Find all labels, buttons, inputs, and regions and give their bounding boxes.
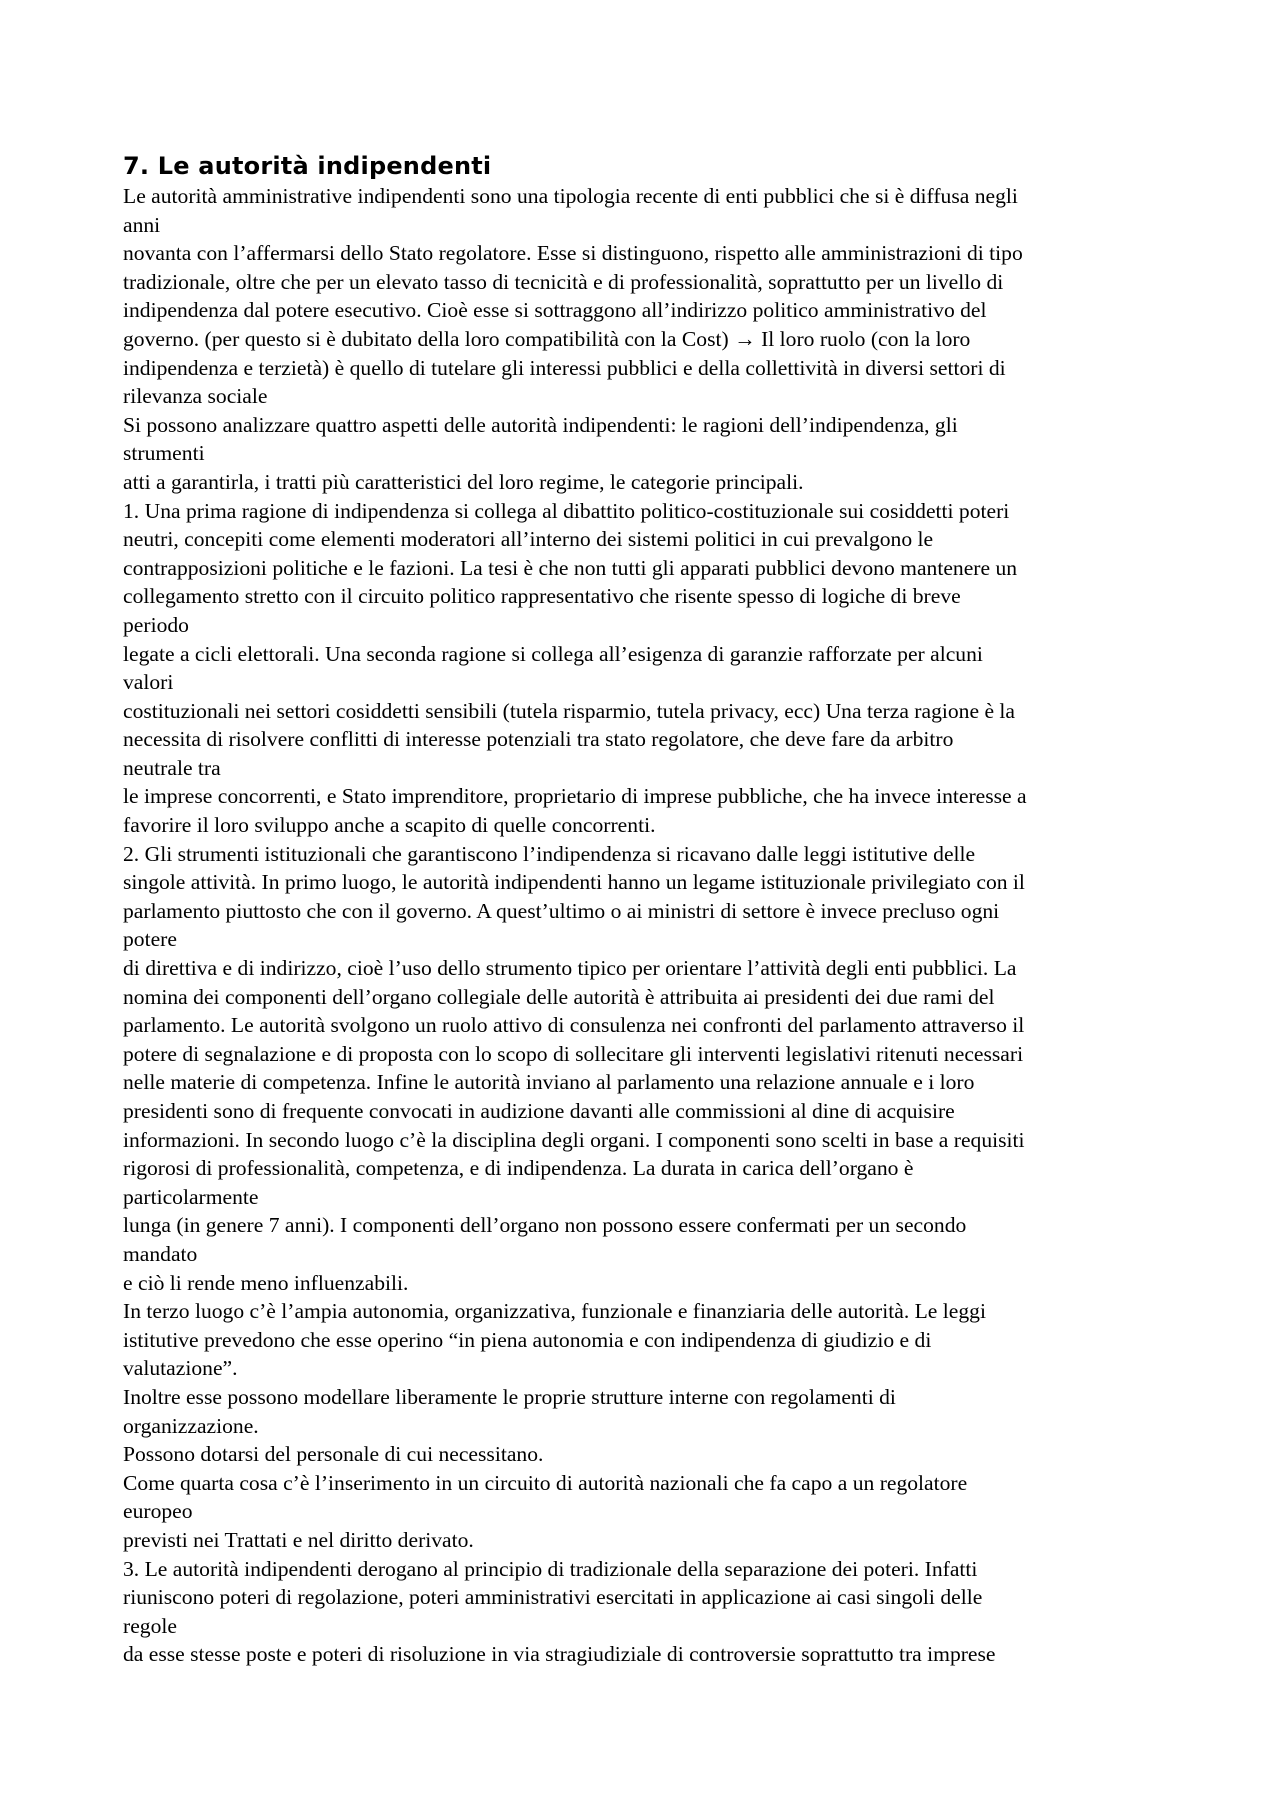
text-line: da esse stesse poste e poteri di risoluzione in via stragiudiziale di controversie soprattutto tra imprese <box>123 1642 996 1667</box>
text-line: favorire il loro sviluppo anche a scapito di quelle concorrenti. <box>123 813 656 838</box>
text-line: strumenti <box>123 441 205 466</box>
text-line: riuniscono poteri di regolazione, poteri amministrativi esercitati in applicazione ai casi singoli delle <box>123 1585 983 1610</box>
text-line: periodo <box>123 612 189 637</box>
text-line: Possono dotarsi del personale di cui necessitano. <box>123 1442 544 1467</box>
text-line: In terzo luogo c’è l’ampia autonomia, organizzativa, funzionale e finanziaria delle autorità. Le leggi <box>123 1299 986 1324</box>
text-line: 1. Una prima ragione di indipendenza si collega al dibattito politico-costituzionale sui cosiddetti poteri <box>123 498 1010 523</box>
text-line: valori <box>123 670 174 695</box>
text-line: potere di segnalazione e di proposta con lo scopo di sollecitare gli interventi legislativi ritenuti necessari <box>123 1041 1024 1066</box>
text-line: 2. Gli strumenti istituzionali che garantiscono l’indipendenza si ricavano dalle leggi istitutive delle <box>123 841 976 866</box>
text-line: 3. Le autorità indipendenti derogano al principio di tradizionale della separazione dei poteri. Infatti <box>123 1556 978 1581</box>
text-line: mandato <box>123 1241 198 1266</box>
text-line: costituzionali nei settori cosiddetti sensibili (tutela risparmio, tutela privacy, ecc) Una terza ragione è la <box>123 698 1016 723</box>
text-line: Come quarta cosa c’è l’inserimento in un circuito di autorità nazionali che fa capo a un regolatore <box>123 1470 968 1495</box>
text-line: organizzazione. <box>123 1413 259 1438</box>
text-line: necessita di risolvere conflitti di interesse potenziali tra stato regolatore, che deve fare da arbitro <box>123 727 954 752</box>
text-line: tradizionale, oltre che per un elevato tasso di tecnicità e di professionalità, soprattutto per un livello di <box>123 269 1004 294</box>
text-line: rigorosi di professionalità, competenza, e di indipendenza. La durata in carica dell’organo è <box>123 1156 914 1181</box>
text-line: rilevanza sociale <box>123 384 268 409</box>
text-line: regole <box>123 1613 177 1638</box>
text-line: nomina dei componenti dell’organo collegiale delle autorità è attribuita ai presidenti dei due rami del <box>123 984 995 1009</box>
text-line: lunga (in genere 7 anni). I componenti dell’organo non possono essere confermati per un secondo <box>123 1213 967 1238</box>
text-line: informazioni. In secondo luogo c’è la disciplina degli organi. I componenti sono scelti in base a requisiti <box>123 1127 1025 1152</box>
text-line: e ciò li rende meno influenzabili. <box>123 1270 409 1295</box>
text-line: atti a garantirla, i tratti più caratteristici del loro regime, le categorie principali. <box>123 469 804 494</box>
text-line: valutazione”. <box>123 1356 238 1381</box>
text-line: potere <box>123 927 177 952</box>
text-line: singole attività. In primo luogo, le autorità indipendenti hanno un legame istituzionale privilegiato con il <box>123 870 1025 895</box>
text-line: particolarmente <box>123 1184 259 1209</box>
text-line: previsti nei Trattati e nel diritto derivato. <box>123 1527 474 1552</box>
text-line: presidenti sono di frequente convocati in audizione davanti alle commissioni al dine di acquisire <box>123 1099 955 1123</box>
section-title: 7. Le autorità indipendenti <box>123 152 492 180</box>
text-line: le imprese concorrenti, e Stato imprenditore, proprietario di imprese pubbliche, che ha invece interesse a <box>123 784 1027 809</box>
text-lines <box>123 182 1183 1669</box>
text-line: governo. (per questo si è dubitato della loro compatibilità con la Cost) → Il loro ruolo (con la loro <box>123 326 971 351</box>
text-line: istitutive prevedono che esse operino “in piena autonomia e con indipendenza di giudizio e di <box>123 1327 932 1352</box>
text-line: novanta con l’affermarsi dello Stato regolatore. Esse si distinguono, rispetto alle amministrazioni di tipo <box>123 241 1023 266</box>
text-line: legate a cicli elettorali. Una seconda ragione si collega all’esigenza di garanzie rafforzate per alcuni <box>123 641 983 666</box>
text-line: indipendenza dal potere esecutivo. Cioè esse si sottraggono all’indirizzo politico amministrativo del <box>123 298 987 323</box>
text-line: neutrale tra <box>123 755 221 780</box>
text-line: Si possono analizzare quattro aspetti delle autorità indipendenti: le ragioni dell’indipendenza, gli <box>123 412 958 437</box>
text-line: parlamento. Le autorità svolgono un ruolo attivo di consulenza nei confronti del parlamento attraverso il <box>123 1013 1025 1038</box>
text-line: indipendenza e terzietà) è quello di tutelare gli interessi pubblici e della collettività in diversi settori di <box>123 355 1006 380</box>
document-body <box>123 152 1183 1669</box>
text-line: neutri, concepiti come elementi moderatori all’interno dei sistemi politici in cui prevalgono le <box>123 527 934 552</box>
text-line: europeo <box>123 1499 193 1524</box>
text-line: anni <box>123 212 161 237</box>
text-line: collegamento stretto con il circuito politico rappresentativo che risente spesso di logiche di breve <box>123 584 961 609</box>
text-line: contrapposizioni politiche e le fazioni. La tesi è che non tutti gli apparati pubblici devono mantenere un <box>123 555 1018 580</box>
text-line: di direttiva e di indirizzo, cioè l’uso dello strumento tipico per orientare l’attività degli enti pubblici. La <box>123 956 1017 981</box>
text-line: parlamento piuttosto che con il governo. A quest’ultimo o ai ministri di settore è invece precluso ogni <box>123 898 1000 923</box>
text-line: Inoltre esse possono modellare liberamente le proprie strutture interne con regolamenti di <box>123 1384 896 1409</box>
text-line: Le autorità amministrative indipendenti sono una tipologia recente di enti pubblici che si è diffusa negli <box>123 184 1018 208</box>
text-line: nelle materie di competenza. Infine le autorità inviano al parlamento una relazione annuale e i loro <box>123 1070 975 1095</box>
